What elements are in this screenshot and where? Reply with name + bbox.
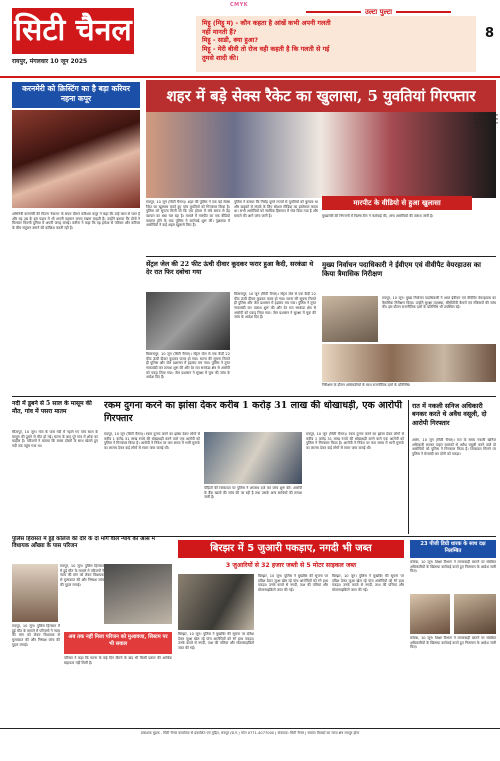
dateline: रायपुर, मंगलवार 10 जून 2025 (12, 58, 88, 65)
fraud-body-2: पीड़ितों की शिकायत पर पुलिस ने अपराध दर्ज कर जांच शुरू की। आरोपी के बैंक खातों की जांच की जा रही है तथा उसके अन्य साथियों की तलाश जारी है। (204, 486, 302, 500)
police-body: रायपुर, 10 जून। पुलिस हिरासत में हुई मौत के मामले में परिजनों ने न्याय की मांग को लेकर विधायक से मुलाकात की और निष्पक्ष जांच की गुहार लगाई। (60, 564, 104, 587)
teaser-line: मिट्टू (मिट्टू म) - कौन कहता है आंखें कभी अपनी गलती (202, 19, 331, 27)
lead-body-right: पुलिस ने बताया कि गिरोह दूसरे राज्यों से युवतियों को बुलाता था और ग्राहकों से संपर्क के लिए सोशल मीडिया का इस्तेमाल करता था। सभी आरोपियों को न्यायिक हिरासत में भेज दिया गया है और मामले की आगे जांच जारी है। (234, 200, 318, 219)
teaser-line: मिट्टू - साडी, क्या हुआ? (202, 36, 259, 45)
lead-side-note: मुख्यमंत्री की निगरानी में विशेष टीम ने कार्रवाई की, अन्य आरोपियों की तलाश जारी है। (322, 214, 434, 218)
election-photo (322, 344, 496, 382)
lead-headline-band (146, 80, 496, 112)
column-divider (408, 400, 409, 534)
jail-body: बिलासपुर, 10 जून (सिटी चैनल)। सेंट्रल जेल से एक कैदी 22 फीट ऊंची दीवार कूदकर फरार हो गया। घटना की सूचना मिलते ही पुलिस और जेल प्रशासन में हड़कंप मच गया। पुलिस ने तुरंत नाकाबंदी कर तलाश शुरू की और देर रात सरकंडा क्षेत्र से आरोपी को पकड़ लिया गया। जेल प्रशासन ने सुरक्षा में चूक की जांच के आदेश दिए हैं। (234, 292, 316, 320)
police-box-headline: अब तक नहीं मिला परिजन को मुआवजा, सिस्टम पर भी सवाल (64, 632, 172, 654)
masthead (0, 0, 500, 76)
night-body: आरंग, 10 जून (सिटी चैनल)। रात के समय नकली खनिज अधिकारी बनकर वाहन चालकों से अवैध वसूली करने वाले दो आरोपियों को पुलिस ने गिरफ्तार किया है। शिकायत मिलने पर पुलिस ने घेराबंदी कर दोनों को पकड़ा। (412, 438, 496, 457)
drown-headline: नदी में डूबने से 5 साल के मासूम की मौत, गांव में पसरा मातम (12, 400, 92, 415)
lead-headline: शहर में बड़े सेक्स रैकेट का खुलासा, 5 युवतियां गिरफ्तार (166, 87, 476, 105)
election-headline: मुख्य निर्वाचन पदाधिकारी ने ईवीएम एवं वीवीपैट वेयरहाउस का किया त्रैमासिक निरीक्षण (322, 260, 481, 279)
footer-divider (0, 728, 500, 729)
police-box-text: परिवार ने कहा कि घटना के कई दिन बीतने के बाद भी किसी प्रकार की आर्थिक सहायता नहीं मिली है। (64, 656, 172, 665)
gambling-headline: बिरझर में 5 जुआरी पकड़ाए, नगदी भी जब्त (178, 540, 404, 558)
gambling-photo (178, 574, 254, 630)
police-body-cont: रायपुर, 10 जून। पुलिस हिरासत में हुई मौत के मामले में परिजनों ने न्याय की मांग को लेकर विधायक से मुलाकात की और निष्पक्ष जांच की गुहार लगाई। (12, 624, 60, 647)
drown-body: सीतापुर, 10 जून। गांव के पास नदी में नहाने गए पांच साल के मासूम की डूबने से मौत हो गई। घटना के बाद पूरे गांव में शोक का माहौल है। परिजनों ने बताया कि बच्चा दोस्तों के साथ खेलते हुए नदी तक पहुंच गया था। (12, 430, 98, 449)
gambling-body-more: बिरझर, 10 जून। पुलिस ने मुखबिर की सूचना पर दबिश देकर जुआ खेल रहे पांच आरोपियों को रंगे हाथ पकड़ा। उनके कब्जे से नगदी, ताश की पत्तियां और मोटरसाइकिलें जब्त की गईं। (178, 632, 254, 651)
cmyk-mark: CMYK (230, 2, 249, 8)
gambling-body: बिरझर, 10 जून। पुलिस ने मुखबिर की सूचना पर दबिश देकर जुआ खेल रहे पांच आरोपियों को रंगे हाथ पकड़ा। उनके कब्जे से नगदी, ताश की पत्तियां और मोटरसाइकिलें जब्त की गईं। (258, 574, 328, 593)
gambling-body-cont: बिरझर, 10 जून। पुलिस ने मुखबिर की सूचना पर दबिश देकर जुआ खेल रहे पांच आरोपियों को रंगे हाथ पकड़ा। उनके कब्जे से नगदी, ताश की पत्तियां और मोटरसाइकिलें जब्त की गईं। (332, 574, 404, 593)
lead-column-right: इस अवसर पर थाना प्रभारी एवं अन्य अधिकारी उपस्थित रहे। (474, 114, 498, 129)
police-photo-2 (104, 564, 172, 624)
masthead-divider (0, 76, 500, 78)
gambling-subhead: 3 जुआरियों से 32 हजार जब्ती से 5 मोटर साइकल जब्त (225, 562, 357, 569)
jail-headline: सेंट्रल जेल की 22 फीट ऊंची दीवार कूदकर फरार हुआ कैदी, सरकंडा थे देर रात फिर दबोचा गया (146, 260, 314, 277)
fraud-body-1: रायपुर, 10 जून (सिटी चैनल)। रकम दुगना करने का झांसा देकर लोगों से करीब 1 करोड़ 31 लाख रुपये की धोखाधड़ी करने वाले एक आरोपी को पुलिस ने गिरफ्तार किया है। आरोपी ने निवेश पर कम समय में भारी मुनाफे का लालच देकर कई लोगों से रकम जमा कराई थी। (104, 432, 200, 451)
page-number: 8 (484, 26, 494, 41)
fraud-photo (204, 432, 302, 484)
left-story-title: करनमेरी को क्रिस्टिंग का है बड़ा करियर नहना कपूर (12, 82, 140, 108)
imprint: प्रकाशक मुद्रक - सिटी चैनल कार्यालय से प्रकाशित एवं मुद्रित, रायपुर (छ.ग.) फोन 0771-4077000 | संपादक: सिटी चैनल | समस्त विवादों का न्याय क्षेत्र रायपुर होगा (140, 731, 360, 735)
police-headline: पुलिस हिरासत में हुई कॉलेज की दौरे के दो मार्ग वाले न्याय की आस में विधायक आँख्या के पास परिजन (12, 536, 155, 550)
election-caption: निरीक्षण के दौरान अधिकारियों के साथ राजनीतिक दलों के प्रतिनिधि। (322, 383, 411, 387)
fraud-body-3: रायपुर, 10 जून (सिटी चैनल)। रकम दुगना करने का झांसा देकर लोगों से करीब 1 करोड़ 31 लाख रुपये की धोखाधड़ी करने वाले एक आरोपी को पुलिस ने गिरफ्तार किया है। आरोपी ने निवेश पर कम समय में भारी मुनाफे का लालच देकर कई लोगों से रकम जमा कराई थी। (306, 432, 404, 451)
teaser-line: मिट्टू - मेरी बीवी तो रोज वही कहती है कि गलती से गई (202, 44, 330, 53)
divider (146, 256, 496, 257)
police-photo (12, 564, 58, 622)
newspaper-logo: सिटी चैनल (12, 8, 134, 54)
lead-photo (146, 112, 496, 198)
kids-body: कोरबा, 10 जून। शिक्षा विभाग ने लापरवाही बरतने पर संबंधित अधिकारियों के खिलाफ कार्रवाई करते हुए निलम्बन के आदेश जारी किए। (410, 560, 496, 574)
teaser-line: नहीं मानती हैं? (202, 27, 237, 36)
joke-teaser (196, 16, 476, 72)
kids-photo-2 (454, 594, 496, 634)
election-photo-small (322, 296, 378, 342)
actress-photo (12, 110, 140, 208)
night-headline: रात में नकली सनिज अधिकारी बनकर करते थे अवैध वसूली, दो आरोपी गिरफ्तार (412, 402, 487, 427)
jail-body-cont: बिलासपुर, 10 जून (सिटी चैनल)। सेंट्रल जेल से एक कैदी 22 फीट ऊंची दीवार कूदकर फरार हो गया। घटना की सूचना मिलते ही पुलिस और जेल प्रशासन में हड़कंप मच गया। पुलिस ने तुरंत नाकाबंदी कर तलाश शुरू की और देर रात सरकंडा क्षेत्र से आरोपी को पकड़ लिया गया। जेल प्रशासन ने सुरक्षा में चूक की जांच के आदेश दिए हैं। (146, 352, 230, 380)
divider (12, 396, 496, 397)
fraud-headline: रकम दुगना करने का झांसा देकर करीब 1 करोड़ 31 लाख की धोखाधड़ी, एक आरोपी गिरफ्तार (104, 400, 402, 424)
lead-body-left: रायपुर, 10 जून (सिटी चैनल)। शहर की पुलिस ने एक बड़े सेक्स रैकेट का खुलासा करते हुए पांच युवतियों को गिरफ्तार किया है। पुलिस को सूचना मिली थी कि एक होटल में लंबे समय से देह व्यापार का धंधा चल रहा है। मामले में मारपीट का एक वीडियो वायरल होने के बाद पुलिस ने कार्रवाई शुरू की। पूछताछ में आरोपियों ने कई अहम खुलासे किए हैं। (146, 200, 230, 228)
left-story-body: अभिनेत्री करनमेरी की फिल्म 'रेवाला' के सफर दौरान करिश्मा कपूर ने कहा कि उन्हें काम से प्यार है और वह उम्र के इस पड़ाव में भी अपनी पहचान बनाए रखना चाहती हैं। उन्होंने बताया कि दोनों ने मिलकर फिल्मी दुनिया में अपनी जगह बनाई। करीना ने कहा कि वह हमेशा से परिवार और करियर के बीच संतुलन बनाने की कोशिश करती रही हैं। (12, 212, 140, 231)
kids-body-cont: कोरबा, 10 जून। शिक्षा विभाग ने लापरवाही बरतने पर संबंधित अधिकारियों के खिलाफ कार्रवाई करते हुए निलम्बन के आदेश जारी किए। (410, 636, 496, 650)
election-body: रायपुर, 10 जून। मुख्य निर्वाचन पदाधिकारी ने आज ईवीएम एवं वीवीपैट वेयरहाउस का त्रैमासिक निरीक्षण किया। उन्होंने सुरक्षा व्यवस्था, सीसीटीवी कैमरों एवं रजिस्टरों की जांच की। इस दौरान राजनीतिक दलों के प्रतिनिधि भी उपस्थित रहे। (382, 296, 496, 310)
teaser-line: तुमसे शादी की। (202, 53, 239, 62)
kids-photo (410, 594, 450, 634)
section-label: उल्टा पुल्टा (302, 8, 455, 17)
kids-headline: 23 पीजी डिग्री धारक के साथ दक्ष निलम्बित (410, 540, 496, 558)
lead-photo-caption: मारपीट के वीडियो से हुआ खुलासा (322, 196, 472, 210)
jail-photo (146, 292, 230, 350)
